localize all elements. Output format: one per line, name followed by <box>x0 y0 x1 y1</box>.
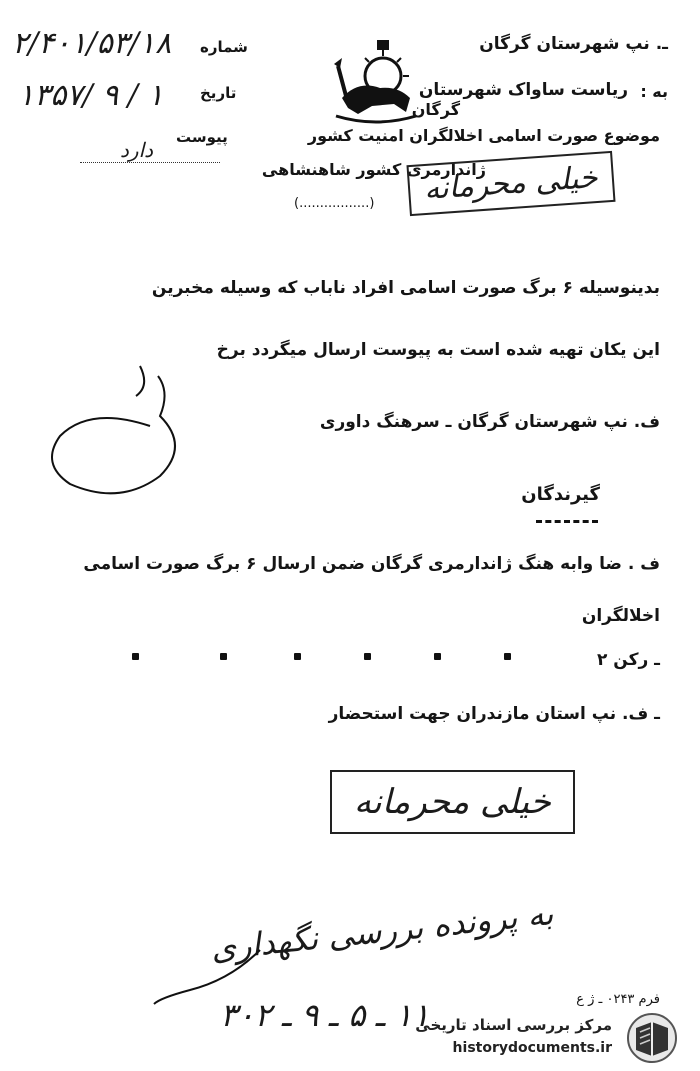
reference-line: ژاندارمری کشور شاهنشاهی <box>261 160 486 179</box>
subject-line: موضوع صورت اسامی اخلالگران امنیت کشور <box>307 126 660 145</box>
number-handwritten: ۲/۴۰۱/۵۳/۱۸ <box>12 26 172 61</box>
to-line: ریاست ساواک شهرستان <box>418 80 628 100</box>
recipient-line-1: ف . ضا وابه هنگ ژاندارمری گرگان ضمن ارسال ۶ برگ صورت اسامی <box>83 554 660 574</box>
confidential-stamp-top: خیلی محرمانه <box>406 151 615 216</box>
body-line-1: بدینوسیله ۶ برگ صورت اسامی افراد ناباب که وسیله مخبرین <box>151 278 660 298</box>
date-handwritten: ۱۳۵۷/ ۹ / ۱ <box>18 78 164 113</box>
watermark-url: historydocuments.ir <box>452 1040 612 1056</box>
to-line-2: گرگان <box>411 100 460 119</box>
recipients-underline <box>536 520 598 523</box>
date-label: تاریخ <box>200 84 237 102</box>
recipient-line-3: ـ رکن ۲ <box>596 650 660 670</box>
attachment-handwritten: دارد <box>120 138 154 162</box>
signature-line: ف. نپ شهرستان گرگان ـ سرهنگ داوری <box>319 412 660 432</box>
bullet-mark <box>434 653 441 660</box>
handwritten-initials-scribble <box>40 356 210 506</box>
bullet-mark <box>220 653 227 660</box>
watermark-title: مرکز بررسی اسناد تاریخی <box>415 1016 612 1034</box>
body-line-2: این یکان تهیه شده است به پیوست ارسال میگردد برخ <box>216 340 660 360</box>
to-label: به : <box>640 82 668 101</box>
number-label: شماره <box>200 38 248 56</box>
attachment-dotted-line <box>80 162 220 163</box>
recipients-title: گیرندگان <box>521 484 600 505</box>
recipient-line-4: ـ ف. نپ استان مازندران جهت استحضار <box>328 704 660 724</box>
archive-number-handwritten: ۱۱ ـ ۵ ـ ۹ ـ ۳۰۲ <box>220 996 430 1034</box>
reference-parenthesis: (.................) <box>294 196 375 211</box>
watermark <box>415 1008 690 1066</box>
lion-sun-emblem-icon <box>328 36 424 124</box>
bullet-mark <box>504 653 511 660</box>
form-number: فرم ۰۲۴۳ ـ ژ ع <box>576 992 660 1007</box>
attachment-label: پیوست <box>176 128 228 146</box>
confidential-stamp-bottom: خیلی محرمانه <box>330 770 575 834</box>
from-line: ـ. نپ شهرستان گرگان <box>479 34 668 54</box>
handwritten-archive-note: به پرونده بررسی نگهداری <box>208 894 556 968</box>
archive-logo-icon <box>622 1012 682 1064</box>
bullet-mark <box>132 653 139 660</box>
bullet-mark <box>364 653 371 660</box>
bullet-mark <box>294 653 301 660</box>
recipient-line-2: اخلالگران <box>581 606 660 626</box>
